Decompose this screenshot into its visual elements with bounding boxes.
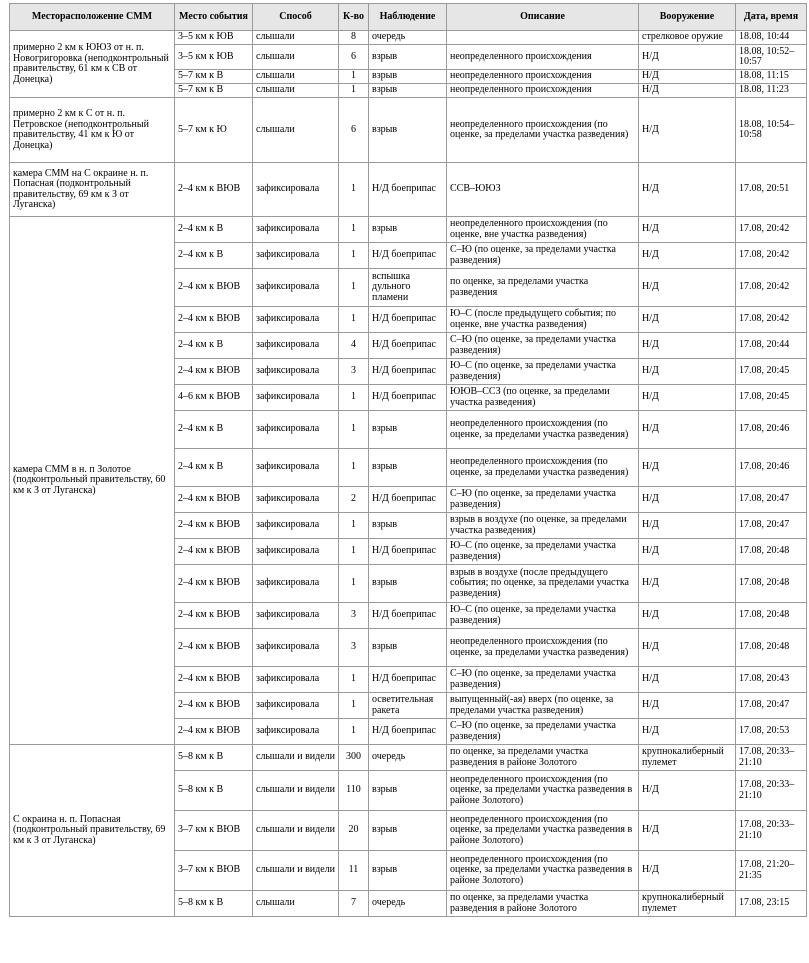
method-cell: зафиксировала (253, 513, 339, 539)
place-cell: 2–4 км к ВЮВ (175, 163, 253, 217)
method-cell: зафиксировала (253, 603, 339, 629)
observation-cell: Н/Д боеприпас (369, 307, 447, 333)
place-cell: 2–4 км к ВЮВ (175, 513, 253, 539)
count-cell: 3 (339, 359, 369, 385)
location-cell: примерно 2 км к ЮЮЗ от н. п. Новогригоровка (неподконтрольный правительству, 61 км к СВ от Донецка) (10, 31, 175, 98)
weapon-cell: Н/Д (639, 811, 736, 851)
description-cell: неопределенного происхождения (447, 84, 639, 98)
observation-cell: взрыв (369, 513, 447, 539)
observation-cell: Н/Д боеприпас (369, 667, 447, 693)
observation-cell: взрыв (369, 851, 447, 891)
datetime-cell: 17.08, 20:45 (736, 359, 807, 385)
weapon-cell: Н/Д (639, 333, 736, 359)
observation-cell: очередь (369, 891, 447, 917)
observation-cell: взрыв (369, 771, 447, 811)
datetime-cell: 17.08, 20:47 (736, 513, 807, 539)
description-cell: неопределенного происхождения (по оценке, за пределами участка разведения) (447, 98, 639, 163)
place-cell: 5–7 км к Ю (175, 98, 253, 163)
place-cell: 2–4 км к В (175, 243, 253, 269)
datetime-cell: 17.08, 20:51 (736, 163, 807, 217)
count-cell: 1 (339, 513, 369, 539)
description-cell: С–Ю (по оценке, за пределами участка разведения) (447, 487, 639, 513)
weapon-cell: Н/Д (639, 217, 736, 243)
method-cell: зафиксировала (253, 359, 339, 385)
description-cell: неопределенного происхождения (447, 45, 639, 70)
count-cell: 1 (339, 307, 369, 333)
location-cell: камера СММ в н. п Золотое (подконтрольный правительству, 60 км к З от Луганска) (10, 217, 175, 745)
weapon-cell: Н/Д (639, 385, 736, 411)
table-row (10, 745, 807, 771)
method-cell: слышали (253, 98, 339, 163)
place-cell: 2–4 км к В (175, 333, 253, 359)
weapon-cell: Н/Д (639, 449, 736, 487)
place-cell: 2–4 км к ВЮВ (175, 539, 253, 565)
weapon-cell: Н/Д (639, 565, 736, 603)
method-cell: зафиксировала (253, 719, 339, 745)
method-cell: зафиксировала (253, 411, 339, 449)
place-cell: 2–4 км к В (175, 411, 253, 449)
observation-cell: вспышка дульного пламени (369, 269, 447, 307)
count-cell: 8 (339, 31, 369, 45)
weapon-cell: Н/Д (639, 307, 736, 333)
weapon-cell: Н/Д (639, 243, 736, 269)
method-cell: зафиксировала (253, 385, 339, 411)
description-cell: неопределенного происхождения (по оценке, вне участка разведения) (447, 217, 639, 243)
header-place: Место события (175, 4, 253, 31)
method-cell: слышали (253, 84, 339, 98)
datetime-cell: 18.08, 10:54–10:58 (736, 98, 807, 163)
weapon-cell: Н/Д (639, 629, 736, 667)
header-description: Описание (447, 4, 639, 31)
count-cell: 20 (339, 811, 369, 851)
count-cell: 1 (339, 539, 369, 565)
count-cell: 1 (339, 719, 369, 745)
header-count: К-во (339, 4, 369, 31)
datetime-cell: 17.08, 20:47 (736, 487, 807, 513)
weapon-cell: Н/Д (639, 84, 736, 98)
method-cell: слышали и видели (253, 851, 339, 891)
observation-cell: взрыв (369, 98, 447, 163)
observation-cell: взрыв (369, 45, 447, 70)
place-cell: 5–8 км к В (175, 771, 253, 811)
table-row (10, 31, 807, 45)
count-cell: 1 (339, 385, 369, 411)
count-cell: 11 (339, 851, 369, 891)
datetime-cell: 17.08, 20:42 (736, 243, 807, 269)
datetime-cell: 18.08, 10:52–10:57 (736, 45, 807, 70)
observation-cell: очередь (369, 745, 447, 771)
place-cell: 3–7 км к ВЮВ (175, 811, 253, 851)
place-cell: 2–4 км к ВЮВ (175, 565, 253, 603)
description-cell: неопределенного происхождения (по оценке, за пределами участка разведения в районе Золотого) (447, 851, 639, 891)
datetime-cell: 17.08, 20:48 (736, 565, 807, 603)
datetime-cell: 17.08, 20:47 (736, 693, 807, 719)
description-cell: по оценке, за пределами участка разведения (447, 269, 639, 307)
count-cell: 1 (339, 217, 369, 243)
observation-cell: взрыв (369, 811, 447, 851)
observation-cell: взрыв (369, 565, 447, 603)
observation-cell: Н/Д боеприпас (369, 333, 447, 359)
method-cell: слышали и видели (253, 771, 339, 811)
observation-cell: Н/Д боеприпас (369, 359, 447, 385)
observation-cell: взрыв (369, 217, 447, 243)
observation-cell: взрыв (369, 411, 447, 449)
observation-cell: Н/Д боеприпас (369, 603, 447, 629)
place-cell: 2–4 км к ВЮВ (175, 693, 253, 719)
description-cell: по оценке, за пределами участка разведения в районе Золотого (447, 891, 639, 917)
datetime-cell: 18.08, 11:23 (736, 84, 807, 98)
weapon-cell: крупнокалиберный пулемет (639, 745, 736, 771)
method-cell: слышали (253, 891, 339, 917)
method-cell: зафиксировала (253, 217, 339, 243)
description-cell: неопределенного происхождения (по оценке, за пределами участка разведения) (447, 629, 639, 667)
weapon-cell: крупнокалиберный пулемет (639, 891, 736, 917)
datetime-cell: 17.08, 20:42 (736, 217, 807, 243)
count-cell: 1 (339, 269, 369, 307)
weapon-cell: Н/Д (639, 667, 736, 693)
method-cell: слышали (253, 31, 339, 45)
place-cell: 2–4 км к ВЮВ (175, 359, 253, 385)
datetime-cell: 17.08, 20:43 (736, 667, 807, 693)
method-cell: зафиксировала (253, 539, 339, 565)
description-cell: Ю–С (по оценке, за пределами участка разведения) (447, 359, 639, 385)
weapon-cell: Н/Д (639, 693, 736, 719)
place-cell: 2–4 км к ВЮВ (175, 307, 253, 333)
method-cell: зафиксировала (253, 667, 339, 693)
datetime-cell: 17.08, 20:45 (736, 385, 807, 411)
description-cell: неопределенного происхождения (по оценке, за пределами участка разведения в районе Золотого) (447, 811, 639, 851)
description-cell: взрыв в воздухе (после предыдущего события; по оценке, за пределами участка разведения) (447, 565, 639, 603)
method-cell: зафиксировала (253, 565, 339, 603)
datetime-cell: 17.08, 20:48 (736, 603, 807, 629)
method-cell: зафиксировала (253, 163, 339, 217)
table-row (10, 98, 807, 163)
description-cell: неопределенного происхождения (по оценке, за пределами участка разведения) (447, 449, 639, 487)
weapon-cell: Н/Д (639, 513, 736, 539)
method-cell: зафиксировала (253, 449, 339, 487)
datetime-cell: 17.08, 21:20–21:35 (736, 851, 807, 891)
table-row (10, 217, 807, 243)
location-cell: примерно 2 км к С от н. п. Петровское (неподконтрольный правительству, 41 км к Ю от Донецка) (10, 98, 175, 163)
count-cell: 1 (339, 163, 369, 217)
datetime-cell: 17.08, 20:33–21:10 (736, 811, 807, 851)
observation-cell: Н/Д боеприпас (369, 163, 447, 217)
method-cell: зафиксировала (253, 333, 339, 359)
place-cell: 5–7 км к В (175, 70, 253, 84)
count-cell: 110 (339, 771, 369, 811)
header-observation: Наблюдение (369, 4, 447, 31)
events-table (9, 3, 807, 917)
count-cell: 4 (339, 333, 369, 359)
place-cell: 3–5 км к ЮВ (175, 45, 253, 70)
weapon-cell: Н/Д (639, 771, 736, 811)
datetime-cell: 17.08, 20:42 (736, 307, 807, 333)
weapon-cell: Н/Д (639, 411, 736, 449)
datetime-cell: 17.08, 20:48 (736, 539, 807, 565)
observation-cell: взрыв (369, 84, 447, 98)
weapon-cell: Н/Д (639, 539, 736, 565)
description-cell: неопределенного происхождения (по оценке, за пределами участка разведения) (447, 411, 639, 449)
count-cell: 1 (339, 243, 369, 269)
description-cell: С–Ю (по оценке, за пределами участка разведения) (447, 333, 639, 359)
place-cell: 5–8 км к В (175, 745, 253, 771)
description-cell: ССВ–ЮЮЗ (447, 163, 639, 217)
datetime-cell: 17.08, 20:42 (736, 269, 807, 307)
count-cell: 1 (339, 84, 369, 98)
method-cell: зафиксировала (253, 693, 339, 719)
observation-cell: Н/Д боеприпас (369, 719, 447, 745)
datetime-cell: 18.08, 11:15 (736, 70, 807, 84)
description-cell: взрыв в воздухе (по оценке, за пределами участка разведения) (447, 513, 639, 539)
weapon-cell: Н/Д (639, 45, 736, 70)
method-cell: слышали и видели (253, 745, 339, 771)
header-row (10, 4, 807, 31)
observation-cell: взрыв (369, 629, 447, 667)
count-cell: 3 (339, 629, 369, 667)
count-cell: 1 (339, 411, 369, 449)
observation-cell: Н/Д боеприпас (369, 539, 447, 565)
method-cell: слышали (253, 70, 339, 84)
place-cell: 2–4 км к ВЮВ (175, 667, 253, 693)
place-cell: 5–7 км к В (175, 84, 253, 98)
place-cell: 2–4 км к ВЮВ (175, 719, 253, 745)
weapon-cell: Н/Д (639, 70, 736, 84)
count-cell: 1 (339, 449, 369, 487)
datetime-cell: 17.08, 23:15 (736, 891, 807, 917)
description-cell: Ю–С (после предыдущего события; по оценке, вне участка разведения) (447, 307, 639, 333)
description-cell: выпущенный(-ая) вверх (по оценке, за пределами участка разведения) (447, 693, 639, 719)
description-cell: Ю–С (по оценке, за пределами участка разведения) (447, 603, 639, 629)
weapon-cell: Н/Д (639, 603, 736, 629)
count-cell: 6 (339, 98, 369, 163)
count-cell: 1 (339, 667, 369, 693)
count-cell: 1 (339, 70, 369, 84)
count-cell: 6 (339, 45, 369, 70)
place-cell: 2–4 км к ВЮВ (175, 269, 253, 307)
datetime-cell: 17.08, 20:46 (736, 449, 807, 487)
observation-cell: взрыв (369, 70, 447, 84)
method-cell: слышали (253, 45, 339, 70)
datetime-cell: 17.08, 20:53 (736, 719, 807, 745)
observation-cell: взрыв (369, 449, 447, 487)
location-cell: С окраина н. п. Попасная (подконтрольный правительству, 69 км к З от Луганска) (10, 745, 175, 917)
datetime-cell: 17.08, 20:48 (736, 629, 807, 667)
count-cell: 1 (339, 693, 369, 719)
place-cell: 4–6 км к ВЮВ (175, 385, 253, 411)
weapon-cell: Н/Д (639, 851, 736, 891)
observation-cell: осветительная ракета (369, 693, 447, 719)
observation-cell: Н/Д боеприпас (369, 385, 447, 411)
location-cell: камера СММ на С окраине н. п. Попасная (подконтрольный правительству, 69 км к З от Луганска) (10, 163, 175, 217)
place-cell: 2–4 км к В (175, 449, 253, 487)
header-location: Месторасположение СММ (10, 4, 175, 31)
description-cell: ЮЮВ–ССЗ (по оценке, за пределами участка разведения) (447, 385, 639, 411)
observation-cell: Н/Д боеприпас (369, 243, 447, 269)
count-cell: 300 (339, 745, 369, 771)
description-cell: С–Ю (по оценке, за пределами участка разведения) (447, 243, 639, 269)
description-cell: неопределенного происхождения (447, 70, 639, 84)
count-cell: 1 (339, 565, 369, 603)
description-cell: неопределенного происхождения (по оценке, за пределами участка разведения в районе Золотого) (447, 771, 639, 811)
weapon-cell: Н/Д (639, 98, 736, 163)
weapon-cell: Н/Д (639, 487, 736, 513)
method-cell: зафиксировала (253, 487, 339, 513)
weapon-cell: Н/Д (639, 269, 736, 307)
datetime-cell: 17.08, 20:44 (736, 333, 807, 359)
datetime-cell: 17.08, 20:33–21:10 (736, 771, 807, 811)
header-weapon: Вооружение (639, 4, 736, 31)
description-cell: по оценке, за пределами участка разведения в районе Золотого (447, 745, 639, 771)
place-cell: 2–4 км к ВЮВ (175, 487, 253, 513)
method-cell: слышали и видели (253, 811, 339, 851)
method-cell: зафиксировала (253, 307, 339, 333)
place-cell: 2–4 км к ВЮВ (175, 629, 253, 667)
count-cell: 3 (339, 603, 369, 629)
datetime-cell: 17.08, 20:46 (736, 411, 807, 449)
datetime-cell: 17.08, 20:33–21:10 (736, 745, 807, 771)
datetime-cell: 18.08, 10:44 (736, 31, 807, 45)
header-datetime: Дата, время (736, 4, 807, 31)
place-cell: 5–8 км к В (175, 891, 253, 917)
header-method: Способ (253, 4, 339, 31)
description-cell (447, 31, 639, 45)
method-cell: зафиксировала (253, 269, 339, 307)
observation-cell: Н/Д боеприпас (369, 487, 447, 513)
weapon-cell: стрелковое оружие (639, 31, 736, 45)
observation-cell: очередь (369, 31, 447, 45)
place-cell: 2–4 км к В (175, 217, 253, 243)
method-cell: зафиксировала (253, 243, 339, 269)
table-row (10, 163, 807, 217)
weapon-cell: Н/Д (639, 163, 736, 217)
place-cell: 3–5 км к ЮВ (175, 31, 253, 45)
place-cell: 2–4 км к ВЮВ (175, 603, 253, 629)
count-cell: 2 (339, 487, 369, 513)
method-cell: зафиксировала (253, 629, 339, 667)
table-body (10, 31, 807, 917)
weapon-cell: Н/Д (639, 359, 736, 385)
description-cell: Ю–С (по оценке, за пределами участка разведения) (447, 539, 639, 565)
count-cell: 7 (339, 891, 369, 917)
place-cell: 3–7 км к ВЮВ (175, 851, 253, 891)
weapon-cell: Н/Д (639, 719, 736, 745)
description-cell: С–Ю (по оценке, за пределами участка разведения) (447, 719, 639, 745)
description-cell: С–Ю (по оценке, за пределами участка разведения) (447, 667, 639, 693)
